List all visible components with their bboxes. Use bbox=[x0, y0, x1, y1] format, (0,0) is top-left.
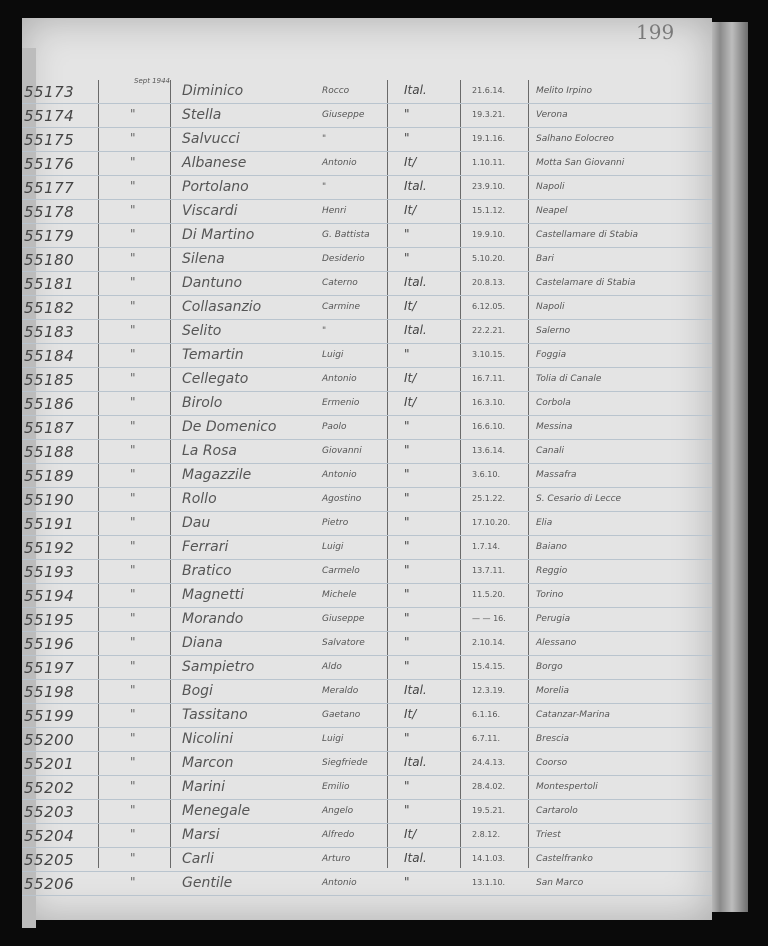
given-name: Antonio bbox=[322, 374, 357, 384]
entry-date: " bbox=[130, 731, 136, 745]
birth-place: Napoli bbox=[536, 302, 565, 312]
register-row bbox=[22, 800, 712, 824]
nationality: " bbox=[404, 875, 410, 889]
entry-number: 55204 bbox=[24, 827, 75, 845]
given-name: Giuseppe bbox=[322, 110, 365, 120]
register-row bbox=[22, 320, 712, 344]
given-name: Giuseppe bbox=[322, 614, 365, 624]
birth-place: Baiano bbox=[536, 542, 567, 552]
entry-date: " bbox=[130, 347, 136, 361]
nationality: It/ bbox=[404, 395, 417, 409]
nationality: " bbox=[404, 539, 410, 553]
surname: Gentile bbox=[182, 875, 233, 891]
birth-place: Corbola bbox=[536, 398, 571, 408]
surname: Bratico bbox=[182, 563, 232, 579]
surname: Salvucci bbox=[182, 131, 240, 147]
nationality: It/ bbox=[404, 299, 417, 313]
given-name: Paolo bbox=[322, 422, 347, 432]
register-row bbox=[22, 848, 712, 872]
nationality: It/ bbox=[404, 827, 417, 841]
birth-date: 6.7.11. bbox=[472, 734, 500, 743]
birth-place: Alessano bbox=[536, 638, 577, 648]
register-row bbox=[22, 704, 712, 728]
birth-date: 1.7.14. bbox=[472, 542, 500, 551]
register-row bbox=[22, 224, 712, 248]
register-row bbox=[22, 77, 712, 104]
entry-number: 55188 bbox=[24, 443, 75, 461]
given-name: Aldo bbox=[322, 662, 342, 672]
birth-place: Torino bbox=[536, 590, 564, 600]
entry-number: 55186 bbox=[24, 395, 75, 413]
book-page-edges bbox=[708, 22, 748, 912]
birth-place: Massafra bbox=[536, 470, 577, 480]
nationality: " bbox=[404, 251, 410, 265]
entry-number: 55206 bbox=[24, 875, 75, 893]
entry-date: " bbox=[130, 491, 136, 505]
entry-date: " bbox=[130, 827, 136, 841]
birth-place: Castelfranko bbox=[536, 854, 593, 864]
birth-place: Bari bbox=[536, 254, 554, 264]
birth-place: Motta San Giovanni bbox=[536, 158, 625, 168]
birth-date: 6.12.05. bbox=[472, 302, 506, 311]
entry-date: " bbox=[130, 275, 136, 289]
birth-date: — — 16. bbox=[472, 614, 506, 623]
entry-number: 55184 bbox=[24, 347, 75, 365]
birth-date: 11.5.20. bbox=[472, 590, 506, 599]
given-name: Carmine bbox=[322, 302, 361, 312]
birth-place: Reggio bbox=[536, 566, 568, 576]
birth-date: 19.1.16. bbox=[472, 134, 506, 143]
entry-date: " bbox=[130, 779, 136, 793]
nationality: " bbox=[404, 347, 410, 361]
register-row bbox=[22, 272, 712, 296]
given-name: Rocco bbox=[322, 86, 350, 96]
birth-place: Melito Irpino bbox=[536, 86, 592, 96]
entry-number: 55196 bbox=[24, 635, 75, 653]
entry-number: 55199 bbox=[24, 707, 75, 725]
entry-date: " bbox=[130, 131, 136, 145]
register-row bbox=[22, 152, 712, 176]
entry-number: 55182 bbox=[24, 299, 75, 317]
entry-date: " bbox=[130, 155, 136, 169]
birth-date: 13.7.11. bbox=[472, 566, 506, 575]
given-name: Desiderio bbox=[322, 254, 365, 264]
entry-date: " bbox=[130, 851, 136, 865]
entry-date: " bbox=[130, 875, 136, 889]
entry-date: " bbox=[130, 299, 136, 313]
birth-place: Triest bbox=[536, 830, 561, 840]
surname: Dau bbox=[182, 515, 211, 531]
nationality: Ital. bbox=[404, 179, 427, 193]
entry-number: 55174 bbox=[24, 107, 75, 125]
birth-date: 19.3.21. bbox=[472, 110, 506, 119]
birth-date: 16.6.10. bbox=[472, 422, 506, 431]
register-entries bbox=[22, 77, 712, 896]
birth-place: Coorso bbox=[536, 758, 568, 768]
entry-date: " bbox=[130, 371, 136, 385]
birth-date: 19.5.21. bbox=[472, 806, 506, 815]
surname: Diana bbox=[182, 635, 223, 651]
given-name: Michele bbox=[322, 590, 357, 600]
nationality: It/ bbox=[404, 203, 417, 217]
birth-place: Morelia bbox=[536, 686, 570, 696]
nationality: It/ bbox=[404, 707, 417, 721]
given-name: Angelo bbox=[322, 806, 354, 816]
birth-place: Canali bbox=[536, 446, 565, 456]
register-row bbox=[22, 536, 712, 560]
entry-date: " bbox=[130, 419, 136, 433]
entry-number: 55179 bbox=[24, 227, 75, 245]
given-name: Carmelo bbox=[322, 566, 360, 576]
surname: Ferrari bbox=[182, 539, 229, 555]
nationality: " bbox=[404, 803, 410, 817]
register-row bbox=[22, 584, 712, 608]
nationality: " bbox=[404, 731, 410, 745]
entry-number: 55176 bbox=[24, 155, 75, 173]
register-row bbox=[22, 512, 712, 536]
given-name: " bbox=[322, 134, 327, 144]
surname: Magazzile bbox=[182, 467, 252, 483]
register-row bbox=[22, 104, 712, 128]
birth-place: Salhano Eolocreo bbox=[536, 134, 614, 144]
nationality: Ital. bbox=[404, 323, 427, 337]
surname: Silena bbox=[182, 251, 225, 267]
entry-date: " bbox=[130, 539, 136, 553]
birth-place: San Marco bbox=[536, 878, 584, 888]
birth-date: 14.1.03. bbox=[472, 854, 506, 863]
surname: Bogi bbox=[182, 683, 213, 699]
register-row bbox=[22, 416, 712, 440]
surname: Morando bbox=[182, 611, 244, 627]
surname: Marcon bbox=[182, 755, 234, 771]
given-name: Antonio bbox=[322, 470, 357, 480]
birth-date: 2.8.12. bbox=[472, 830, 500, 839]
birth-date: 6.1.16. bbox=[472, 710, 500, 719]
entry-date: " bbox=[130, 467, 136, 481]
register-row bbox=[22, 440, 712, 464]
nationality: Ital. bbox=[404, 851, 427, 865]
given-name: Luigi bbox=[322, 734, 344, 744]
entry-number: 55177 bbox=[24, 179, 75, 197]
page-number: 199 bbox=[636, 20, 675, 44]
surname: Birolo bbox=[182, 395, 223, 411]
surname: Viscardi bbox=[182, 203, 238, 219]
nationality: " bbox=[404, 443, 410, 457]
register-row bbox=[22, 776, 712, 800]
entry-number: 55175 bbox=[24, 131, 75, 149]
birth-place: Castellamare di Stabia bbox=[536, 230, 639, 240]
surname: Tassitano bbox=[182, 707, 248, 723]
given-name: Salvatore bbox=[322, 638, 365, 648]
register-row bbox=[22, 128, 712, 152]
register-row bbox=[22, 488, 712, 512]
register-row bbox=[22, 200, 712, 224]
given-name: Arturo bbox=[322, 854, 351, 864]
birth-date: 16.7.11. bbox=[472, 374, 506, 383]
entry-number: 55178 bbox=[24, 203, 75, 221]
birth-date: 1.10.11. bbox=[472, 158, 506, 167]
entry-date: " bbox=[130, 515, 136, 529]
entry-number: 55194 bbox=[24, 587, 75, 605]
given-name: G. Battista bbox=[322, 230, 370, 240]
nationality: " bbox=[404, 515, 410, 529]
entry-number: 55195 bbox=[24, 611, 75, 629]
nationality: " bbox=[404, 587, 410, 601]
birth-date: 21.6.14. bbox=[472, 86, 506, 95]
register-row bbox=[22, 296, 712, 320]
given-name: Luigi bbox=[322, 542, 344, 552]
given-name: " bbox=[322, 326, 327, 336]
birth-date: 19.9.10. bbox=[472, 230, 506, 239]
entry-number: 55190 bbox=[24, 491, 75, 509]
given-name: Giovanni bbox=[322, 446, 362, 456]
given-name: Meraldo bbox=[322, 686, 359, 696]
surname: Nicolini bbox=[182, 731, 234, 747]
nationality: " bbox=[404, 491, 410, 505]
register-row bbox=[22, 872, 712, 896]
register-row bbox=[22, 392, 712, 416]
birth-place: Napoli bbox=[536, 182, 565, 192]
entry-number: 55200 bbox=[24, 731, 75, 749]
register-row bbox=[22, 656, 712, 680]
entry-date: " bbox=[130, 755, 136, 769]
nationality: " bbox=[404, 467, 410, 481]
nationality: Ital. bbox=[404, 683, 427, 697]
birth-date: 28.4.02. bbox=[472, 782, 506, 791]
register-row bbox=[22, 728, 712, 752]
nationality: " bbox=[404, 131, 410, 145]
entry-number: 55193 bbox=[24, 563, 75, 581]
entry-number: 55197 bbox=[24, 659, 75, 677]
birth-date: 23.9.10. bbox=[472, 182, 506, 191]
nationality: " bbox=[404, 611, 410, 625]
given-name: Caterno bbox=[322, 278, 358, 288]
entry-number: 55180 bbox=[24, 251, 75, 269]
entry-date: " bbox=[130, 395, 136, 409]
birth-date: 25.1.22. bbox=[472, 494, 506, 503]
birth-place: Foggia bbox=[536, 350, 567, 360]
given-name: Luigi bbox=[322, 350, 344, 360]
given-name: Agostino bbox=[322, 494, 362, 504]
given-name: Ermenio bbox=[322, 398, 360, 408]
nationality: Ital. bbox=[404, 83, 427, 97]
birth-date: 20.8.13. bbox=[472, 278, 506, 287]
entry-date: " bbox=[130, 107, 136, 121]
birth-place: Messina bbox=[536, 422, 573, 432]
entry-date: " bbox=[130, 443, 136, 457]
birth-place: S. Cesario di Lecce bbox=[536, 494, 622, 504]
birth-date: 15.4.15. bbox=[472, 662, 506, 671]
birth-date: 3.10.15. bbox=[472, 350, 506, 359]
nationality: " bbox=[404, 659, 410, 673]
entry-number: 55187 bbox=[24, 419, 75, 437]
birth-date: 24.4.13. bbox=[472, 758, 506, 767]
entry-date: " bbox=[130, 707, 136, 721]
entry-date: " bbox=[130, 659, 136, 673]
entry-date: " bbox=[130, 179, 136, 193]
surname: Di Martino bbox=[182, 227, 255, 243]
nationality: It/ bbox=[404, 155, 417, 169]
entry-number: 55185 bbox=[24, 371, 75, 389]
register-row bbox=[22, 176, 712, 200]
birth-place: Castelamare di Stabia bbox=[536, 278, 636, 288]
entry-date: " bbox=[130, 635, 136, 649]
entry-date: " bbox=[130, 683, 136, 697]
birth-date: 5.10.20. bbox=[472, 254, 506, 263]
entry-date: Sept 1944 bbox=[134, 77, 170, 85]
birth-date: 15.1.12. bbox=[472, 206, 506, 215]
register-row bbox=[22, 464, 712, 488]
given-name: Henri bbox=[322, 206, 347, 216]
birth-date: 13.1.10. bbox=[472, 878, 506, 887]
birth-date: 22.2.21. bbox=[472, 326, 506, 335]
entry-number: 55198 bbox=[24, 683, 75, 701]
surname: Marini bbox=[182, 779, 226, 795]
nationality: " bbox=[404, 419, 410, 433]
birth-date: 16.3.10. bbox=[472, 398, 506, 407]
birth-date: 17.10.20. bbox=[472, 518, 511, 527]
given-name: Pietro bbox=[322, 518, 349, 528]
entry-number: 55181 bbox=[24, 275, 75, 293]
nationality: Ital. bbox=[404, 755, 427, 769]
surname: Marsi bbox=[182, 827, 220, 843]
register-row bbox=[22, 248, 712, 272]
surname: Menegale bbox=[182, 803, 251, 819]
register-row bbox=[22, 368, 712, 392]
register-row bbox=[22, 344, 712, 368]
register-row bbox=[22, 824, 712, 848]
entry-number: 55191 bbox=[24, 515, 75, 533]
nationality: " bbox=[404, 107, 410, 121]
entry-number: 55202 bbox=[24, 779, 75, 797]
nationality: " bbox=[404, 227, 410, 241]
entry-date: " bbox=[130, 587, 136, 601]
birth-place: Brescia bbox=[536, 734, 570, 744]
given-name: " bbox=[322, 182, 327, 192]
birth-date: 13.6.14. bbox=[472, 446, 506, 455]
birth-date: 12.3.19. bbox=[472, 686, 506, 695]
nationality: " bbox=[404, 563, 410, 577]
surname: Diminico bbox=[182, 83, 244, 99]
entry-date: " bbox=[130, 611, 136, 625]
register-row bbox=[22, 608, 712, 632]
entry-number: 55205 bbox=[24, 851, 75, 869]
nationality: Ital. bbox=[404, 275, 427, 289]
birth-place: Salerno bbox=[536, 326, 571, 336]
given-name: Emilio bbox=[322, 782, 350, 792]
birth-place: Perugia bbox=[536, 614, 571, 624]
nationality: " bbox=[404, 779, 410, 793]
entry-date: " bbox=[130, 323, 136, 337]
register-row bbox=[22, 752, 712, 776]
entry-date: " bbox=[130, 251, 136, 265]
birth-place: Elia bbox=[536, 518, 553, 528]
entry-number: 55183 bbox=[24, 323, 75, 341]
surname: Sampietro bbox=[182, 659, 255, 675]
given-name: Gaetano bbox=[322, 710, 361, 720]
surname: Albanese bbox=[182, 155, 247, 171]
entry-number: 55189 bbox=[24, 467, 75, 485]
register-row bbox=[22, 560, 712, 584]
register-row bbox=[22, 680, 712, 704]
birth-place: Tolia di Canale bbox=[536, 374, 602, 384]
register-row bbox=[22, 632, 712, 656]
entry-date: " bbox=[130, 563, 136, 577]
birth-place: Montespertoli bbox=[536, 782, 598, 792]
entry-number: 55203 bbox=[24, 803, 75, 821]
given-name: Antonio bbox=[322, 878, 357, 888]
register-page bbox=[22, 18, 712, 920]
birth-place: Verona bbox=[536, 110, 568, 120]
birth-place: Cartarolo bbox=[536, 806, 578, 816]
surname: De Domenico bbox=[182, 419, 277, 435]
entry-number: 55201 bbox=[24, 755, 75, 773]
surname: Magnetti bbox=[182, 587, 244, 603]
birth-place: Borgo bbox=[536, 662, 563, 672]
birth-date: 2.10.14. bbox=[472, 638, 506, 647]
given-name: Antonio bbox=[322, 158, 357, 168]
surname: La Rosa bbox=[182, 443, 237, 459]
nationality: " bbox=[404, 635, 410, 649]
nationality: It/ bbox=[404, 371, 417, 385]
birth-date: 3.6.10. bbox=[472, 470, 500, 479]
entry-date: " bbox=[130, 803, 136, 817]
birth-place: Neapel bbox=[536, 206, 568, 216]
surname: Portolano bbox=[182, 179, 249, 195]
surname: Rollo bbox=[182, 491, 217, 507]
surname: Stella bbox=[182, 107, 222, 123]
entry-date: " bbox=[130, 227, 136, 241]
entry-date: " bbox=[130, 203, 136, 217]
birth-place: Catanzar-Marina bbox=[536, 710, 610, 720]
entry-number: 55173 bbox=[24, 83, 75, 101]
surname: Temartin bbox=[182, 347, 244, 363]
surname: Selito bbox=[182, 323, 222, 339]
surname: Collasanzio bbox=[182, 299, 262, 315]
surname: Dantuno bbox=[182, 275, 243, 291]
entry-number: 55192 bbox=[24, 539, 75, 557]
given-name: Alfredo bbox=[322, 830, 355, 840]
given-name: Siegfriede bbox=[322, 758, 368, 768]
surname: Carli bbox=[182, 851, 214, 867]
surname: Cellegato bbox=[182, 371, 249, 387]
